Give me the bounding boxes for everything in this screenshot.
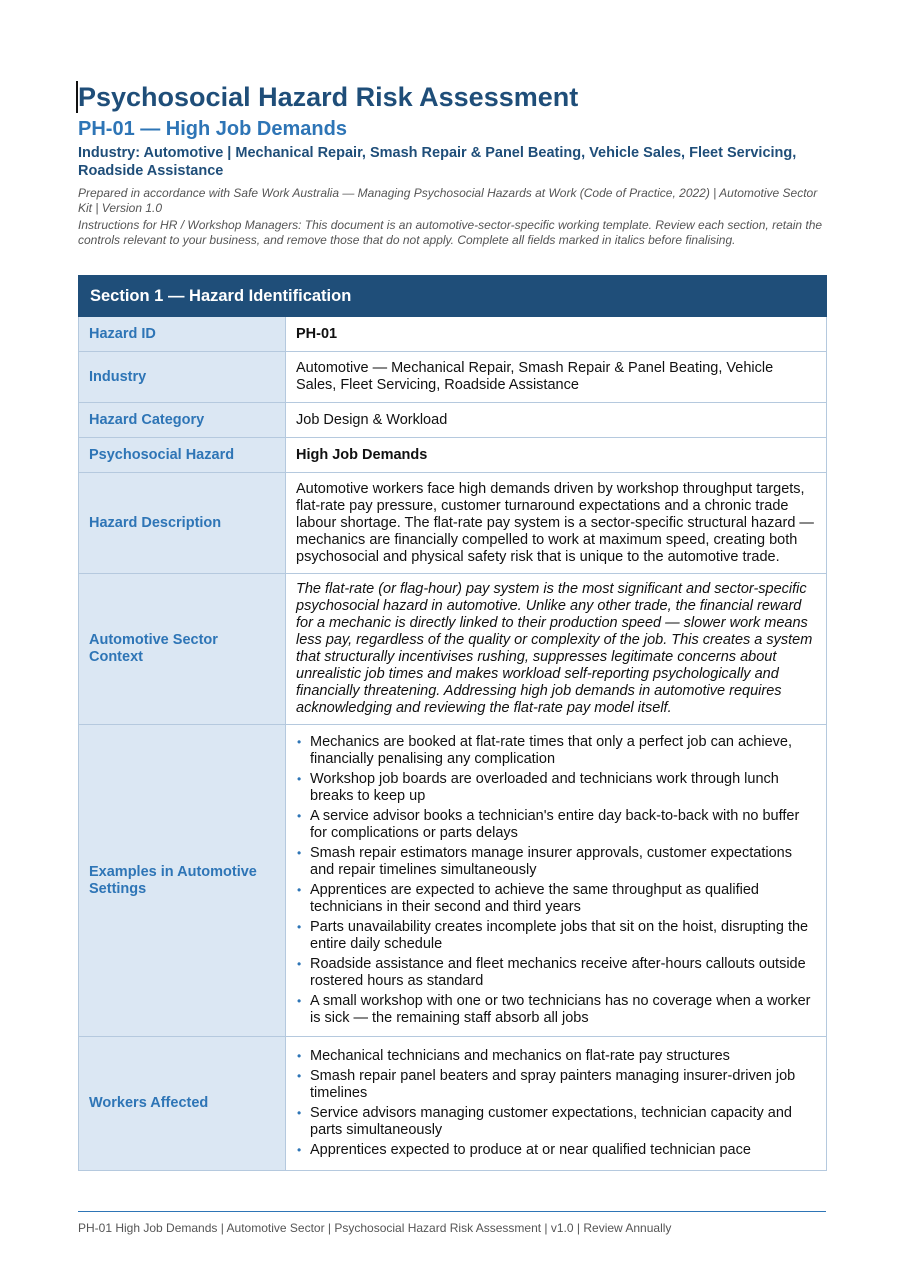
row-hazard-category: [79, 403, 827, 438]
bullet-icon: •: [297, 1049, 302, 1063]
row-label: Hazard ID: [79, 317, 286, 352]
industry-value: Automotive — Mechanical Repair, Smash Repair & Panel Beating, Vehicle Sales, Fleet Servicing, Roadside Assistance: [286, 352, 827, 403]
row-label: Industry: [79, 352, 286, 403]
list-item: • Roadside assistance and fleet mechanics receive after-hours callouts outside rostered hours as standard: [297, 956, 806, 989]
bullet-icon: •: [297, 772, 302, 786]
bullet-icon: •: [297, 809, 302, 823]
instructions-note: Instructions for HR / Workshop Managers: This document is an automotive-sector-specific working template. Review each section, retain the controls relevant to your business, and remove those that do not apply. Complete all fields marked in italics before finalising.: [78, 218, 823, 247]
list-item: • Apprentices expected to produce at or near qualified technician pace: [297, 1142, 751, 1158]
list-item: • Service advisors managing customer expectations, technician capacity and parts simultaneously: [297, 1105, 792, 1138]
list-item: • Smash repair panel beaters and spray painters managing insurer-driven job timelines: [297, 1068, 796, 1101]
bullet-icon: •: [297, 920, 302, 934]
row-label: Workers Affected: [79, 1037, 286, 1171]
hazard-subtitle: PH-01 — High Job Demands: [78, 118, 347, 140]
list-item: • Mechanical technicians and mechanics on flat-rate pay structures: [297, 1048, 730, 1064]
row-label: Automotive Sector Context: [79, 574, 286, 725]
list-item: • A service advisor books a technician's entire day back-to-back with no buffer for complications or parts delays: [297, 808, 800, 841]
bullet-icon: •: [297, 1143, 302, 1157]
industry-line: Industry: Automotive | Mechanical Repair, Smash Repair & Panel Beating, Vehicle Sales, Fleet Servicing, Roadside Assistance: [78, 145, 797, 179]
hazard-identification-table: [78, 275, 827, 1171]
psychosocial-hazard-value: High Job Demands: [286, 438, 827, 473]
bullet-icon: •: [297, 994, 302, 1008]
row-label: Hazard Description: [79, 473, 286, 574]
row-label: Hazard Category: [79, 403, 286, 438]
text-cursor: [76, 81, 78, 113]
footer-divider: [78, 1211, 826, 1212]
document-header: [78, 78, 826, 1158]
hazard-description-value: Automotive workers face high demands driven by workshop throughput targets, flat-rate pay pressure, customer turnaround expectations and a chronic trade labour shortage. The flat-rate pay system is a sector-specific structural hazard — mechanics are financially compelled to work at maximum speed, creating both psychosocial and physical safety risk that is unique to the automotive trade.: [286, 473, 827, 574]
prepared-note: Prepared in accordance with Safe Work Australia — Managing Psychosocial Hazards at Work (Code of Practice, 2022) | Automotive Sector Kit | Version 1.0: [78, 186, 818, 215]
bullet-icon: •: [297, 735, 302, 749]
section-header-row: [79, 276, 827, 317]
section-heading: Section 1 — Hazard Identification: [79, 276, 827, 317]
bullet-icon: •: [297, 957, 302, 971]
row-hazard-id: [79, 317, 827, 352]
row-sector-context: [79, 574, 827, 725]
row-industry: [79, 352, 827, 403]
bullet-icon: •: [297, 846, 302, 860]
hazard-id-value: PH-01: [286, 317, 827, 352]
row-psychosocial-hazard: [79, 438, 827, 473]
row-label: Psychosocial Hazard: [79, 438, 286, 473]
row-examples: [79, 725, 827, 1037]
bullet-icon: •: [297, 883, 302, 897]
list-item: • Smash repair estimators manage insurer approvals, customer expectations and repair timelines simultaneously: [297, 845, 792, 878]
row-workers-affected: [79, 1037, 827, 1171]
examples-cell: [286, 725, 827, 1037]
list-item: • Workshop job boards are overloaded and technicians work through lunch breaks to keep up: [297, 771, 779, 804]
workers-list: [296, 1048, 816, 1159]
row-label: Examples in Automotive Settings: [79, 725, 286, 1037]
row-hazard-description: [79, 473, 827, 574]
list-item: • Apprentices are expected to achieve the same throughput as qualified technicians in their second and third years: [297, 882, 759, 915]
list-item: • A small workshop with one or two technicians has no coverage when a worker is sick — the remaining staff absorb all jobs: [297, 993, 811, 1026]
sector-context-value: The flat-rate (or flag-hour) pay system is the most significant and sector-specific psychosocial hazard in automotive. Unlike any other trade, the financial reward for a mechanic is directly linked to their production speed — slower work means less pay, regardless of the quality or complexity of the job. This creates a system that structurally incentivises rushing, suppresses legitimate concerns about unrealistic job times and makes workload self-reporting psychologically and financially threatening. Addressing high job demands in automotive requires acknowledging and reviewing the flat-rate pay model itself.: [286, 574, 827, 725]
bullet-icon: •: [297, 1069, 302, 1083]
workers-cell: [286, 1037, 827, 1171]
examples-list: [296, 734, 816, 1027]
document-title: Psychosocial Hazard Risk Assessment: [78, 82, 579, 112]
hazard-category-value: Job Design & Workload: [286, 403, 827, 438]
bullet-icon: •: [297, 1106, 302, 1120]
page-footer: PH-01 High Job Demands | Automotive Sector | Psychosocial Hazard Risk Assessment | v1.0 | Review Annually: [78, 1221, 672, 1235]
list-item: • Parts unavailability creates incomplete jobs that sit on the hoist, disrupting the entire daily schedule: [297, 919, 809, 952]
list-item: • Mechanics are booked at flat-rate times that only a perfect job can achieve, financially penalising any complication: [297, 734, 792, 767]
